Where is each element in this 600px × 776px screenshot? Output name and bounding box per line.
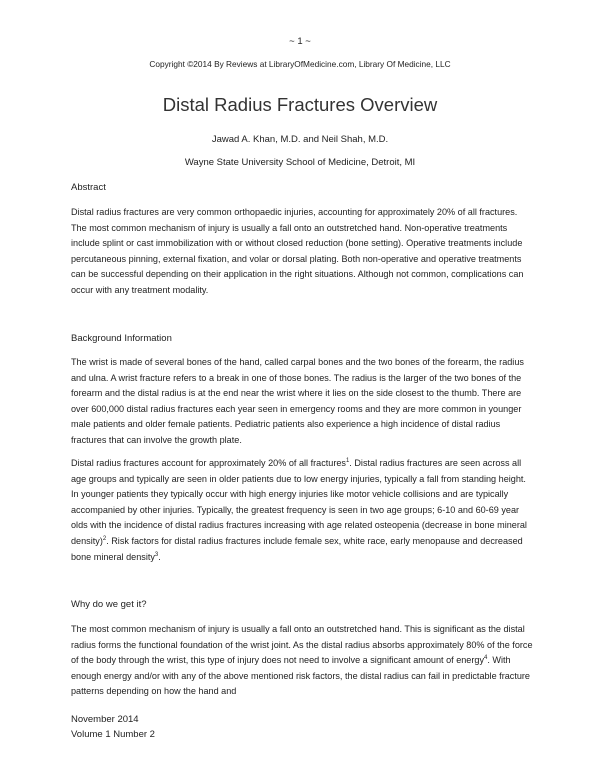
why-heading: Why do we get it? [71, 599, 147, 610]
abstract-text: Distal radius fractures are very common orthopaedic injuries, accounting for approximately 20% of all fractures. The most common mechanism of injury is usually a fall onto an outstretched hand. Non-operative treatments include splint or cast immobilization with or without closed reduction (bone setting). Operative treatments include percutaneous pinning, external fixation, and volar or dorsal plating. Both non-operative and operative treatments can be successful depending on their application in the right situations. Although not common, complications can occur with any treatment modality. [71, 207, 524, 295]
background-heading: Background Information [71, 333, 172, 344]
reference-4: 4 [484, 655, 488, 662]
bg-p2-part-a: Distal radius fractures account for approximately 20% of all fractures [71, 458, 346, 468]
reference-3: 3 [154, 551, 159, 558]
page-number: ~ 1 ~ [289, 36, 311, 47]
paper-affiliation: Wayne State University School of Medicine, Detroit, MI [184, 157, 416, 168]
why-p1-part-b: . With enough energy and/or with any of the above mentioned risk factors, the distal radius can fail in predictable fracture patterns depending on how the hand and [71, 655, 530, 697]
paper-title: Distal Radius Fractures Overview [162, 94, 438, 115]
paper-authors: Jawad A. Khan, M.D. and Neil Shah, M.D. [211, 134, 389, 145]
abstract-heading: Abstract [71, 182, 106, 193]
reference-2: 2 [102, 535, 107, 542]
why-paragraph-1 [71, 622, 534, 700]
bg-p2-part-b: . Distal radius fractures are seen across all age groups and typically are seen in older patients due to low energy injuries, typically a fall from standing height. In younger patients they typically occur with high energy injuries like motor vehicle collisions and are typically accompanied by other injuries. Typically, the greatest frequency is seen in two age groups; 6-10 and 60-69 year olds with the incidence of distal radius fractures increasing with age related osteopenia (decrease in bone mineral density) [71, 458, 527, 546]
footer-volume: Volume 1 Number 2 [71, 729, 155, 740]
bg-p2-part-d: . [158, 551, 161, 562]
why-p1-part-a: The most common mechanism of injury is usually a fall onto an outstretched hand. This is significant as the distal radius forms the functional foundation of the wrist joint. As the distal radius absorbs approximately 80% of the force of the body through the wrist, this type of injury does not need to involve a significant amount of energy [71, 624, 533, 666]
copyright-notice: Copyright ©2014 By Reviews at LibraryOfMedicine.com, Library Of Medicine, LLC [149, 59, 451, 69]
bg-p2-part-c: . Risk factors for distal radius fractures include female sex, white race, early menopause and decreased bone mineral density [71, 535, 523, 562]
background-paragraph-1: The wrist is made of several bones of the hand, called carpal bones and the two bones of the forearm, the radius and ulna. A wrist fracture refers to a break in one of those bones. The radius is the larger of the two bones of the forearm and the distal radius is at the end near the wrist where it lies on the side closest to the thumb. There are over 600,000 distal radius fractures each year seen in emergency rooms and they are more common in younger male patients and older female patients. Pediatric patients also experience a high incidence of distal radius fractures that can involve the growth plate. [71, 357, 524, 445]
footer-date: November 2014 [71, 714, 139, 725]
background-paragraph-2 [71, 456, 534, 565]
reference-1: 1 [345, 457, 350, 464]
